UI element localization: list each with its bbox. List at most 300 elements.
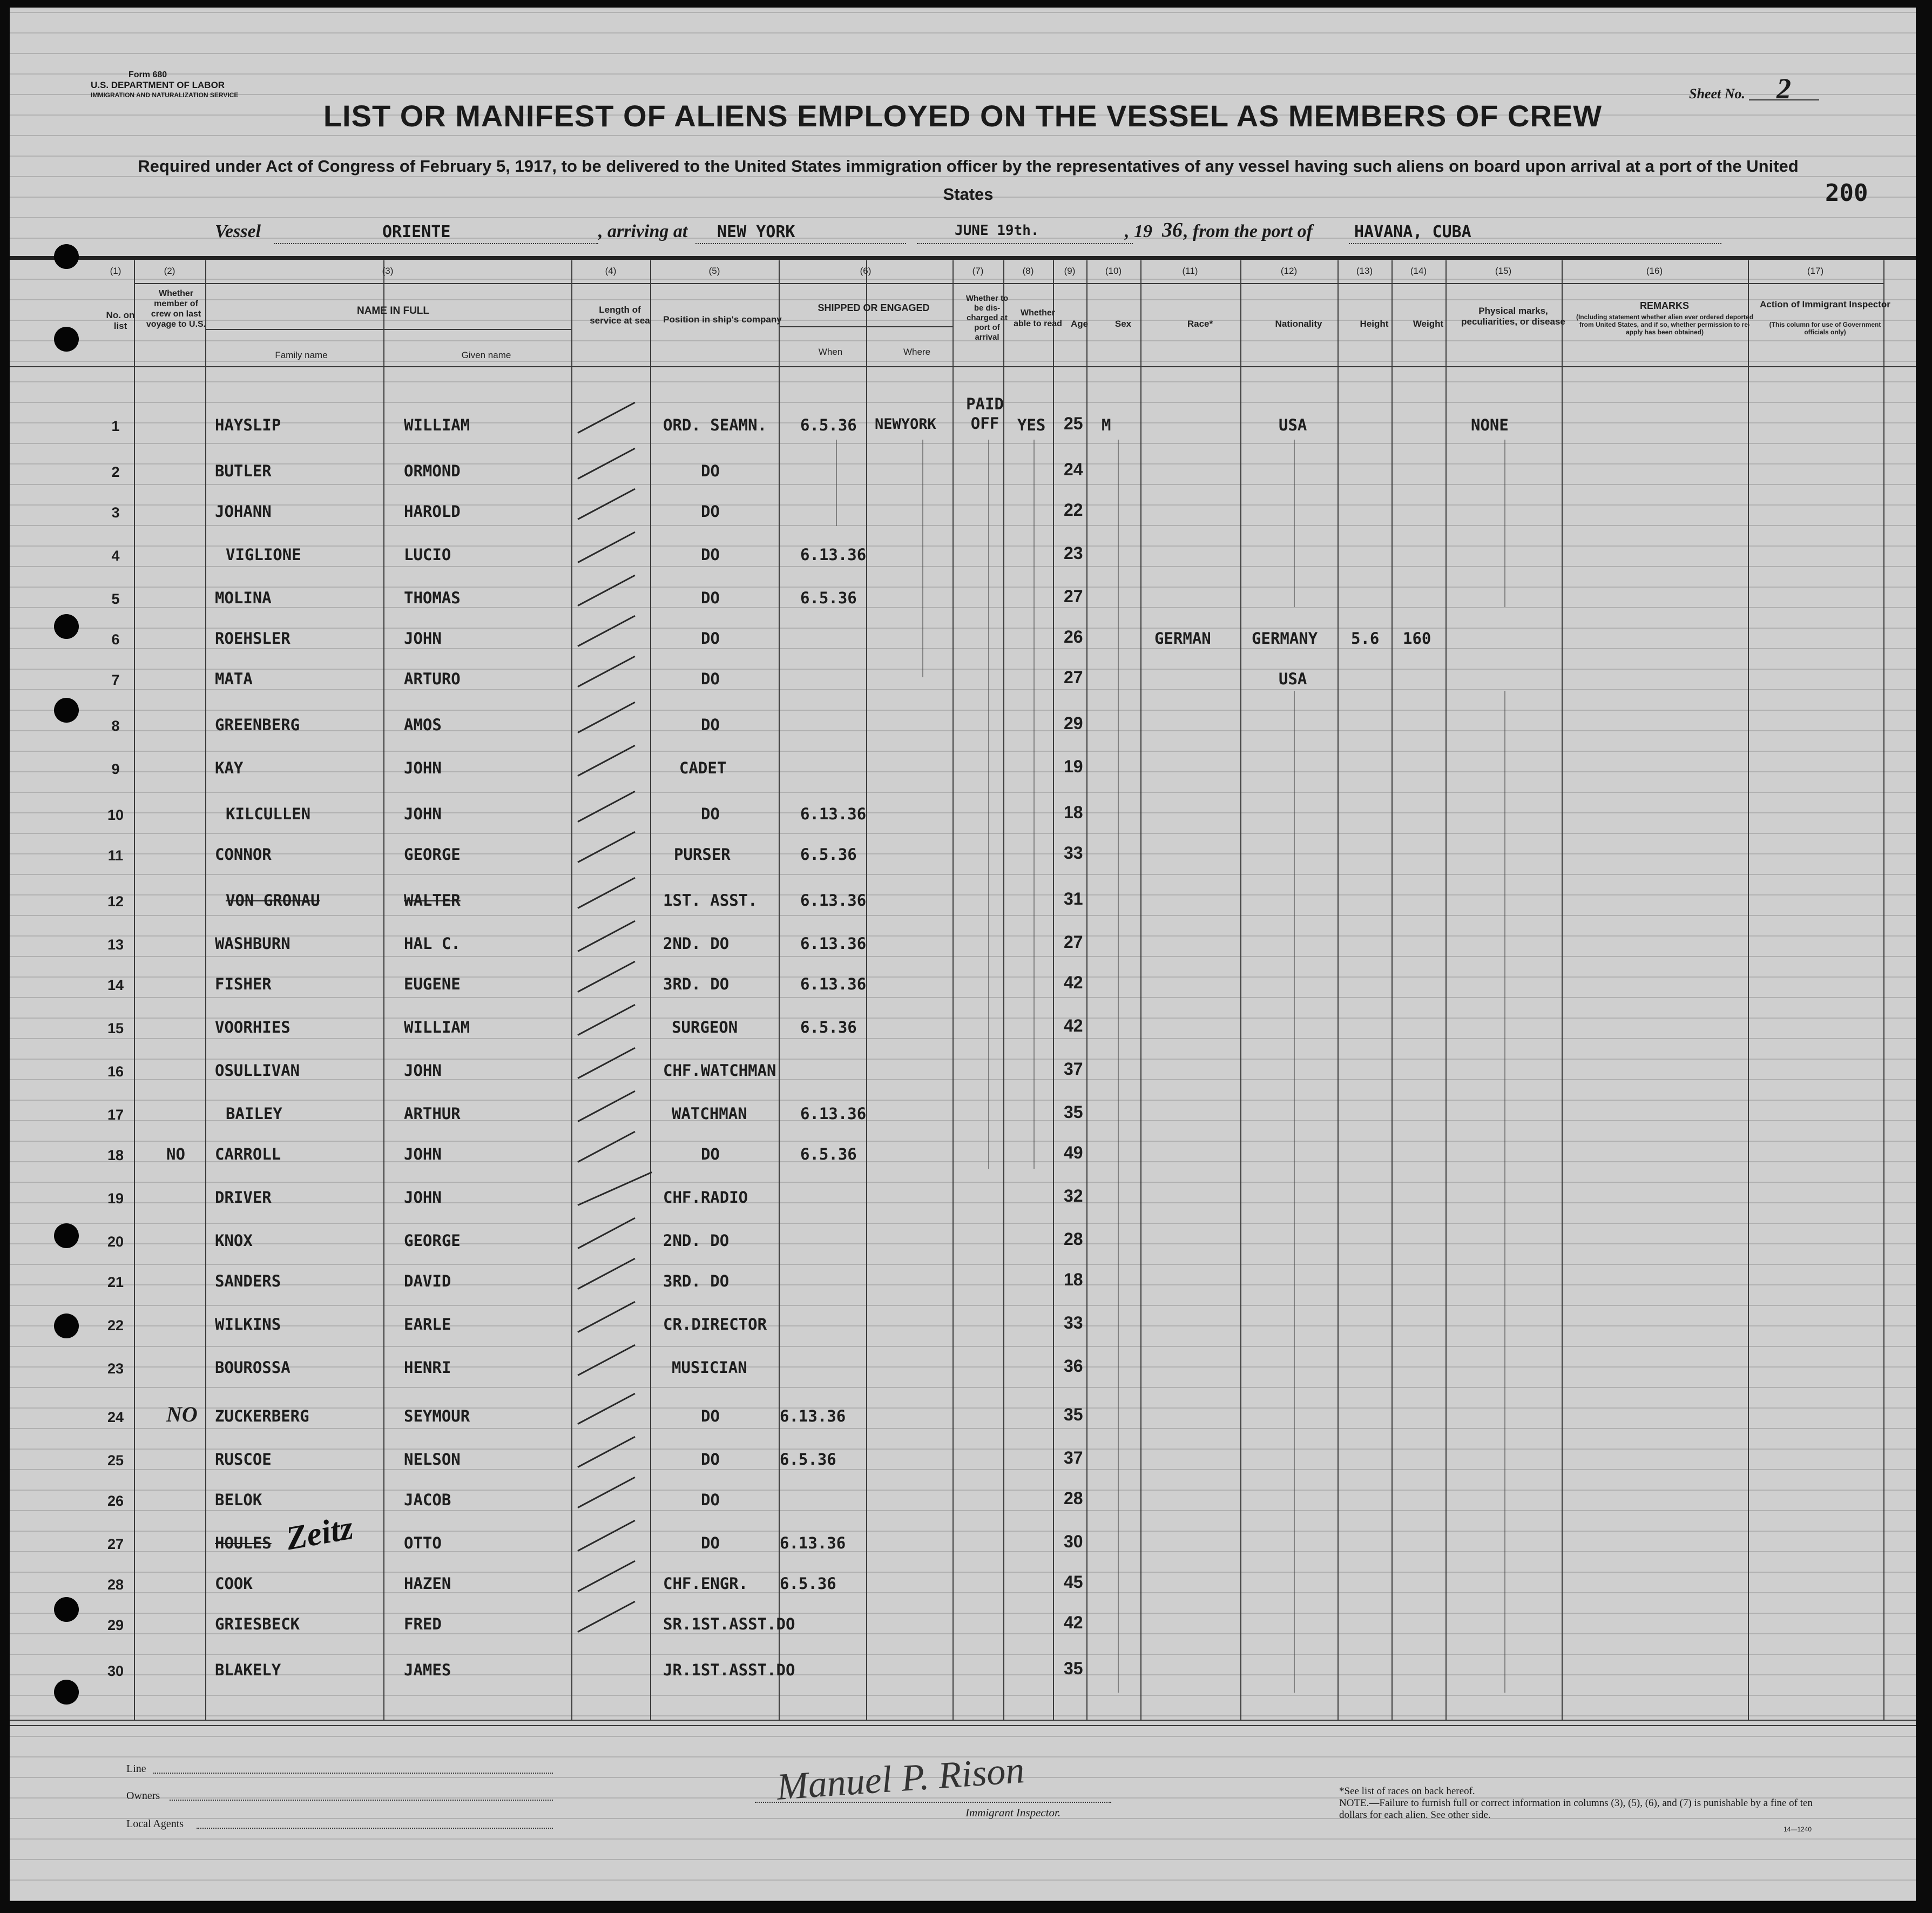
age-cell: 42 xyxy=(1064,1016,1083,1035)
given-name-cell: JOHN xyxy=(404,629,442,648)
family-name-cell: BUTLER xyxy=(215,462,272,480)
grid-column-line xyxy=(1140,260,1141,1720)
row-number: 7 xyxy=(111,672,120,688)
age-cell: 29 xyxy=(1064,713,1083,733)
position-cell: CHF.ENGR. xyxy=(663,1574,748,1593)
given-name-cell: JACOB xyxy=(404,1491,451,1509)
col-header-age: Age xyxy=(1070,319,1089,329)
form-number: Form 680 xyxy=(129,70,167,79)
row-number: 25 xyxy=(107,1452,124,1469)
shipped-when-cell: 6.13.36 xyxy=(780,1534,846,1552)
shipped-when-cell: 6.5.36 xyxy=(800,845,857,864)
age-cell: 26 xyxy=(1064,627,1083,646)
header-rule xyxy=(10,256,1916,260)
family-name-cell: WASHBURN xyxy=(215,934,291,953)
shipped-when-cell: 6.13.36 xyxy=(800,1104,867,1123)
nationality-cell: USA xyxy=(1279,670,1307,688)
sheet-number-value: 2 xyxy=(1749,78,1819,100)
ditto-mark xyxy=(1294,691,1295,1693)
row-number: 13 xyxy=(107,937,124,953)
age-cell: 35 xyxy=(1064,1102,1083,1122)
position-cell: DO xyxy=(701,716,720,734)
given-name-cell: JOHN xyxy=(404,1188,442,1207)
last-voyage-cell: NO xyxy=(166,1145,185,1163)
given-name-cell: FRED xyxy=(404,1615,442,1633)
position-cell: CHF.WATCHMAN xyxy=(663,1061,776,1080)
position-cell: DO xyxy=(701,545,720,564)
family-name-cell: FISHER xyxy=(215,975,272,993)
given-name-cell: JOHN xyxy=(404,1061,442,1080)
column-number: (14) xyxy=(1410,266,1427,276)
col-header-weight: Weight xyxy=(1413,319,1444,329)
vessel-name: ORIENTE xyxy=(382,223,451,241)
family-name-cell: ROEHSLER xyxy=(215,629,291,648)
grid-column-line xyxy=(1003,260,1004,1720)
family-name-cell: BOUROSSA xyxy=(215,1358,291,1377)
grid-row-line xyxy=(779,326,953,327)
col-header-read: Whether able to read xyxy=(1014,308,1062,328)
column-number: (9) xyxy=(1064,266,1076,276)
family-name-cell: ZUCKERBERG xyxy=(215,1407,309,1425)
ditto-mark xyxy=(836,440,837,526)
form-identifier xyxy=(91,70,238,100)
column-number: (15) xyxy=(1495,266,1512,276)
service-slash-mark xyxy=(577,1090,635,1122)
age-cell: 18 xyxy=(1064,803,1083,822)
row-number: 18 xyxy=(107,1147,124,1163)
sex-cell: M xyxy=(1102,416,1111,434)
service-slash-mark xyxy=(577,791,635,823)
family-name-cell: CARROLL xyxy=(215,1145,281,1163)
age-cell: 27 xyxy=(1064,668,1083,687)
column-number: (17) xyxy=(1807,266,1824,276)
races-note: *See list of races on back hereof. xyxy=(1339,1786,1475,1797)
age-cell: 27 xyxy=(1064,587,1083,606)
row-number: 27 xyxy=(107,1536,124,1552)
col-header-when: When xyxy=(818,347,843,357)
row-number: 6 xyxy=(111,631,120,648)
shipped-when-cell: 6.5.36 xyxy=(800,1018,857,1036)
family-name-cell: MATA xyxy=(215,670,253,688)
given-name-cell: JOHN xyxy=(404,759,442,777)
service-slash-mark xyxy=(577,1477,635,1508)
given-name-cell: GEORGE xyxy=(404,1231,461,1250)
family-name-cell: VIGLIONE xyxy=(226,545,301,564)
col-header-inspector: Action of Immigrant Inspector xyxy=(1760,299,1890,309)
service-slash-mark xyxy=(577,615,635,647)
family-name-cell: HOULES xyxy=(215,1534,272,1552)
col-header-position: Position in ship's company xyxy=(663,314,782,325)
department-name: U.S. DEPARTMENT OF LABOR xyxy=(91,80,225,90)
position-cell: DO xyxy=(701,1407,720,1425)
row-number: 14 xyxy=(107,977,124,993)
age-cell: 31 xyxy=(1064,889,1083,908)
age-cell: 18 xyxy=(1064,1270,1083,1289)
year-suffix: 36 xyxy=(1162,219,1183,241)
family-name-cell: DRIVER xyxy=(215,1188,272,1207)
position-cell: CADET xyxy=(679,759,727,777)
given-name-cell: LUCIO xyxy=(404,545,451,564)
ditto-mark xyxy=(988,440,989,1169)
penalty-note: NOTE.—Failure to furnish full or correct information in columns (3), (5), (6), and (7) is punishable by a fine of ten dollars for each alien. See other side. xyxy=(1339,1797,1813,1821)
shipped-when-cell: 6.13.36 xyxy=(800,805,867,823)
family-name-cell: VOORHIES xyxy=(215,1018,291,1036)
marks-cell: NONE xyxy=(1471,416,1509,434)
height-cell: 5.6 xyxy=(1351,629,1380,648)
given-name-cell: WALTER xyxy=(404,891,461,910)
col-header-sex: Sex xyxy=(1114,319,1132,329)
row-number: 21 xyxy=(107,1274,124,1290)
sheet-number-label: Sheet No. xyxy=(1689,86,1745,102)
footer-line-label: Line xyxy=(126,1763,146,1775)
year-prefix: , 19 xyxy=(1125,221,1152,241)
row-number: 4 xyxy=(111,548,120,564)
departure-port: HAVANA, CUBA xyxy=(1354,223,1471,241)
service-slash-mark xyxy=(577,1301,635,1333)
service-slash-mark xyxy=(577,877,635,909)
given-name-cell: WILLIAM xyxy=(404,416,470,434)
shipped-when-cell: 6.13.36 xyxy=(800,545,867,564)
shipped-when-cell: 6.13.36 xyxy=(780,1407,846,1425)
col-header-where: Where xyxy=(903,347,931,357)
grid-column-line xyxy=(779,260,780,1720)
service-slash-mark xyxy=(577,961,635,993)
col-header-height: Height xyxy=(1360,319,1389,329)
row-number: 29 xyxy=(107,1617,124,1633)
ditto-mark xyxy=(1294,440,1295,607)
service-slash-mark xyxy=(577,1047,635,1079)
grid-column-line xyxy=(1053,260,1054,1720)
ditto-mark xyxy=(1118,440,1119,1693)
shipped-when-cell: 6.13.36 xyxy=(800,975,867,993)
service-slash-mark xyxy=(577,1393,635,1425)
position-cell: JR.1ST.ASST.DO xyxy=(663,1661,795,1679)
column-number: (13) xyxy=(1356,266,1373,276)
row-number: 20 xyxy=(107,1234,124,1250)
grid-column-line xyxy=(953,260,954,1720)
family-name-cell: HAYSLIP xyxy=(215,416,281,434)
age-cell: 23 xyxy=(1064,543,1083,563)
given-name-cell: THOMAS xyxy=(404,589,461,607)
given-name-cell: DAVID xyxy=(404,1272,451,1290)
arrival-date: JUNE 19th. xyxy=(955,223,1039,239)
age-cell: 30 xyxy=(1064,1532,1083,1551)
given-name-cell: SEYMOUR xyxy=(404,1407,470,1425)
given-name-cell: ARTHUR xyxy=(404,1104,461,1123)
binder-hole xyxy=(54,244,79,269)
ditto-mark xyxy=(1504,691,1505,1693)
age-cell: 25 xyxy=(1064,414,1083,433)
family-name-cell: KNOX xyxy=(215,1231,253,1250)
position-cell: DO xyxy=(701,805,720,823)
binder-hole xyxy=(54,327,79,352)
age-cell: 19 xyxy=(1064,757,1083,776)
position-cell: PURSER xyxy=(674,845,731,864)
service-slash-mark xyxy=(577,1131,635,1163)
grid-column-line xyxy=(1337,260,1339,1720)
footer-line-field xyxy=(126,1763,146,1775)
row-number: 17 xyxy=(107,1107,124,1123)
age-cell: 33 xyxy=(1064,1313,1083,1332)
given-name-cell: GEORGE xyxy=(404,845,461,864)
position-cell: 3RD. DO xyxy=(663,975,729,993)
row-number: 23 xyxy=(107,1360,124,1377)
age-cell: 37 xyxy=(1064,1448,1083,1467)
row-number: 24 xyxy=(107,1409,124,1425)
service-slash-mark xyxy=(577,745,635,777)
row-number: 26 xyxy=(107,1493,124,1509)
age-cell: 22 xyxy=(1064,500,1083,520)
binder-hole xyxy=(54,698,79,723)
grid-row-line xyxy=(10,366,1916,367)
position-cell: CHF.RADIO xyxy=(663,1188,748,1207)
service-slash-mark xyxy=(577,531,635,563)
given-name-cell: EUGENE xyxy=(404,975,461,993)
binder-hole xyxy=(54,1313,79,1338)
footer-agents-label: Local Agents xyxy=(126,1818,184,1830)
binder-hole xyxy=(54,614,79,639)
position-cell: SR.1ST.ASST.DO xyxy=(663,1615,795,1633)
grid-column-line xyxy=(1748,260,1749,1720)
service-slash-mark xyxy=(577,920,635,952)
weight-cell: 160 xyxy=(1403,629,1431,648)
row-number: 11 xyxy=(107,847,124,864)
service-slash-mark xyxy=(577,488,635,520)
manifest-sheet xyxy=(10,8,1916,1901)
family-name-cell: COOK xyxy=(215,1574,253,1593)
voyage-line xyxy=(10,221,1916,248)
position-cell: 3RD. DO xyxy=(663,1272,729,1290)
family-name-cell: BELOK xyxy=(215,1491,262,1509)
row-number: 16 xyxy=(107,1063,124,1080)
column-number: (7) xyxy=(972,266,984,276)
race-cell: GERMAN xyxy=(1154,629,1211,648)
age-cell: 35 xyxy=(1064,1405,1083,1424)
row-number: 30 xyxy=(107,1663,124,1679)
grid-column-line xyxy=(383,260,384,1720)
family-name-cell: OSULLIVAN xyxy=(215,1061,300,1080)
col-header-service: Length of service at sea xyxy=(590,305,650,326)
service-slash-mark xyxy=(577,831,635,863)
column-number: (6) xyxy=(860,266,872,276)
grid-column-line xyxy=(1562,260,1563,1720)
given-name-cell: AMOS xyxy=(404,716,442,734)
last-voyage-cell: NO xyxy=(166,1402,198,1426)
grid-column-line xyxy=(650,260,651,1720)
row-number: 2 xyxy=(111,464,120,480)
page-title: LIST OR MANIFEST OF ALIENS EMPLOYED ON THE VESSEL AS MEMBERS OF CREW xyxy=(323,99,1603,133)
col-header-race: Race* xyxy=(1187,319,1213,329)
ditto-mark xyxy=(922,440,923,677)
position-cell: DO xyxy=(701,1491,720,1509)
age-cell: 27 xyxy=(1064,932,1083,952)
col-header-shipped: SHIPPED OR ENGAGED xyxy=(818,302,930,313)
family-name-cell: VON GRONAU xyxy=(226,891,320,910)
grid-column-line xyxy=(1391,260,1393,1720)
service-slash-mark xyxy=(577,702,635,733)
row-number: 9 xyxy=(111,761,120,777)
vessel-label: Vessel xyxy=(215,221,261,241)
age-cell: 42 xyxy=(1064,973,1083,992)
family-name-cell: GRIESBECK xyxy=(215,1615,300,1633)
family-name-cell: BAILEY xyxy=(226,1104,282,1123)
given-name-cell: NELSON xyxy=(404,1450,461,1469)
row-number: 15 xyxy=(107,1020,124,1036)
service-slash-mark xyxy=(577,1004,635,1036)
grid-column-line xyxy=(134,260,135,1720)
row-number: 5 xyxy=(111,591,120,607)
position-cell: WATCHMAN xyxy=(672,1104,747,1123)
service-slash-mark xyxy=(577,1258,635,1290)
service-slash-mark xyxy=(577,1520,635,1552)
col-header-nationality: Nationality xyxy=(1275,319,1322,329)
family-name-cell: GREENBERG xyxy=(215,716,300,734)
position-cell: DO xyxy=(701,670,720,688)
column-number: (1) xyxy=(110,266,121,276)
service-name: IMMIGRATION AND NATURALIZATION SERVICE xyxy=(91,91,239,99)
arriving-label: , arriving at xyxy=(598,221,688,241)
service-slash-mark xyxy=(577,402,635,434)
position-cell: MUSICIAN xyxy=(672,1358,747,1377)
grid-row-line xyxy=(10,1725,1916,1726)
family-name-cell: CONNOR xyxy=(215,845,272,864)
arrival-port: NEW YORK xyxy=(717,223,795,241)
footer-owners-label: Owners xyxy=(126,1790,160,1802)
service-slash-mark xyxy=(577,1601,635,1633)
age-cell: 42 xyxy=(1064,1613,1083,1632)
service-slash-mark xyxy=(577,575,635,607)
family-name-cell: BLAKELY xyxy=(215,1661,281,1679)
given-name-cell: HAROLD xyxy=(404,502,461,521)
given-name-cell: JOHN xyxy=(404,1145,442,1163)
column-number: (2) xyxy=(164,266,175,276)
family-name-cell: JOHANN xyxy=(215,502,272,521)
signature-line xyxy=(755,1802,1111,1803)
shipped-when-cell: 6.5.36 xyxy=(780,1450,836,1469)
age-cell: 37 xyxy=(1064,1059,1083,1079)
age-cell: 49 xyxy=(1064,1143,1083,1162)
given-name-cell: WILLIAM xyxy=(404,1018,470,1036)
age-cell: 35 xyxy=(1064,1659,1083,1678)
column-number: (12) xyxy=(1280,266,1298,276)
col-header-marks: Physical marks, peculiarities, or disease xyxy=(1461,306,1565,327)
position-cell: DO xyxy=(701,462,720,480)
row-number: 1 xyxy=(111,418,120,434)
nationality-cell: USA xyxy=(1279,416,1307,434)
position-cell: DO xyxy=(701,1145,720,1163)
given-name-cell: EARLE xyxy=(404,1315,451,1333)
shipped-when-cell: 6.5.36 xyxy=(800,416,857,434)
footer-agents-field xyxy=(126,1818,184,1830)
given-name-cell: ORMOND xyxy=(404,462,461,480)
age-cell: 28 xyxy=(1064,1488,1083,1508)
row-number: 12 xyxy=(107,893,124,910)
col-header-given-name: Given name xyxy=(461,350,511,360)
service-slash-mark xyxy=(577,1436,635,1468)
age-cell: 24 xyxy=(1064,460,1083,479)
column-number: (8) xyxy=(1022,266,1034,276)
column-number: (4) xyxy=(605,266,617,276)
col-header-remarks-note: (Including statement whether alien ever ordered deported from United States, and if so, whether permission to re-apply has been obtained) xyxy=(1576,313,1754,336)
shipped-when-cell: 6.5.36 xyxy=(800,1145,857,1163)
position-cell: DO xyxy=(701,502,720,521)
given-name-cell: JAMES xyxy=(404,1661,451,1679)
nationality-cell: GERMANY xyxy=(1252,629,1318,648)
col-header-discharged: Whether to be dis-charged at port of arrival xyxy=(965,294,1009,342)
given-name-cell: JOHN xyxy=(404,805,442,823)
shipped-when-cell: 6.5.36 xyxy=(800,589,857,607)
col-header-name: NAME IN FULL xyxy=(356,305,430,316)
footer-note xyxy=(1339,1786,1825,1821)
grid-row-line xyxy=(205,329,571,330)
col-header-remarks: REMARKS xyxy=(1639,300,1689,311)
age-cell: 45 xyxy=(1064,1572,1083,1592)
position-cell: 2ND. DO xyxy=(663,934,729,953)
inspector-label: Immigrant Inspector. xyxy=(965,1806,1061,1819)
service-slash-mark xyxy=(577,1217,635,1249)
row-number: 19 xyxy=(107,1190,124,1207)
position-cell: SURGEON xyxy=(672,1018,738,1036)
age-cell: 36 xyxy=(1064,1356,1083,1376)
ditto-mark xyxy=(1033,440,1035,1169)
service-slash-mark xyxy=(577,1171,652,1206)
col-header-last-voyage: Whether member of crew on last voyage to U.S. xyxy=(146,289,206,329)
position-cell: CR.DIRECTOR xyxy=(663,1315,767,1333)
page-subtitle: Required under Act of Congress of February 5, 1917, to be delivered to the United States immigration officer by the representatives of any vessel having such aliens on board upon arrival at a port of the United States xyxy=(138,157,1799,204)
col-header-family-name: Family name xyxy=(275,350,328,360)
grid-column-line xyxy=(1445,260,1447,1720)
given-name-cell: HENRI xyxy=(404,1358,451,1377)
handwritten-name-correction: Zeitz xyxy=(283,1509,356,1558)
family-name-cell: KAY xyxy=(215,759,244,777)
service-slash-mark xyxy=(577,1560,635,1592)
column-number: (10) xyxy=(1105,266,1122,276)
service-slash-mark xyxy=(577,448,635,480)
position-cell: DO xyxy=(701,1534,720,1552)
inspector-signature: Manuel P. Rison xyxy=(775,1749,1026,1808)
column-number: (3) xyxy=(382,266,394,276)
binder-hole xyxy=(54,1597,79,1622)
shipped-where-cell: NEWYORK xyxy=(875,416,936,433)
shipped-when-cell: 6.13.36 xyxy=(800,934,867,953)
position-cell: DO xyxy=(701,589,720,607)
grid-column-line xyxy=(866,260,867,1720)
family-name-cell: KILCULLEN xyxy=(226,805,311,823)
given-name-cell: HAZEN xyxy=(404,1574,451,1593)
given-name-cell: OTTO xyxy=(404,1534,442,1552)
service-slash-mark xyxy=(577,1344,635,1376)
grid-column-line xyxy=(205,260,206,1720)
shipped-when-cell: 6.5.36 xyxy=(780,1574,836,1593)
row-number: 8 xyxy=(111,718,120,734)
grid-row-line xyxy=(10,1720,1916,1721)
col-header-inspector-note: (This column for use of Government officials only) xyxy=(1769,321,1881,336)
grid-row-line xyxy=(134,283,1883,284)
column-number: (16) xyxy=(1646,266,1663,276)
position-cell: DO xyxy=(701,1450,720,1469)
shipped-when-cell: 6.13.36 xyxy=(800,891,867,910)
given-name-cell: HAL C. xyxy=(404,934,461,953)
ditto-mark xyxy=(1504,440,1505,607)
row-number: 3 xyxy=(111,504,120,521)
grid-column-line xyxy=(1883,260,1884,1720)
position-cell: 1ST. ASST. xyxy=(663,891,758,910)
age-cell: 28 xyxy=(1064,1229,1083,1249)
row-number: 28 xyxy=(107,1577,124,1593)
grid-column-line xyxy=(1240,260,1241,1720)
grid-column-line xyxy=(571,260,572,1720)
position-cell: 2ND. DO xyxy=(663,1231,729,1250)
